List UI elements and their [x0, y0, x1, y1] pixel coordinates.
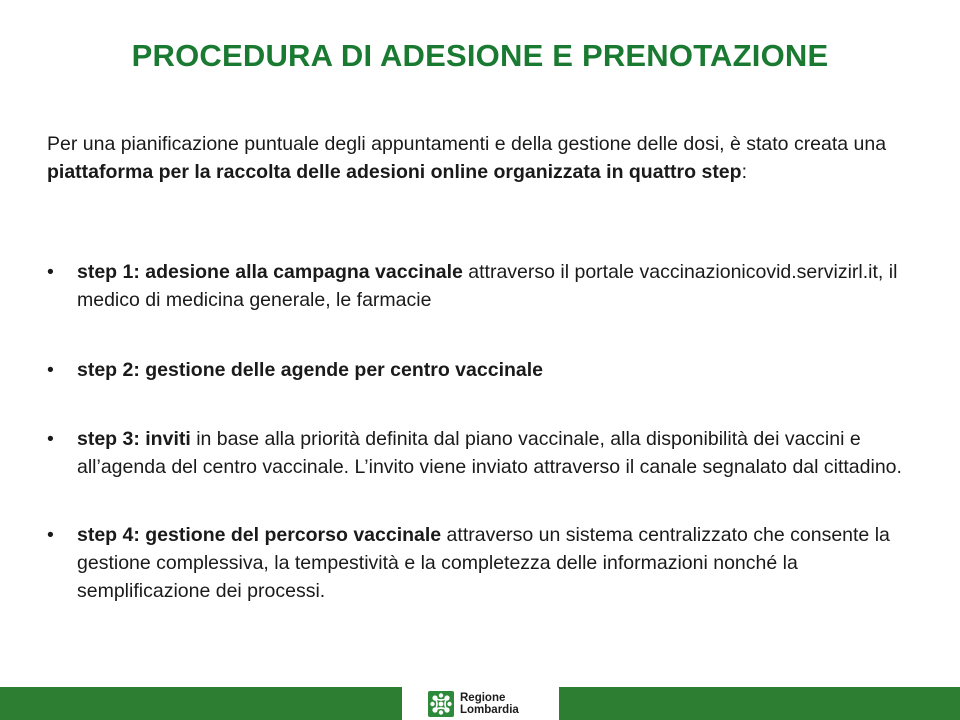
logo-line-2: Lombardia — [460, 703, 519, 716]
step-3-heading: step 3: inviti — [77, 428, 191, 450]
slide-title: PROCEDURA DI ADESIONE E PRENOTAZIONE — [131, 38, 829, 73]
intro-text-end: : — [741, 161, 747, 183]
step-1-text: attraverso il portale vaccinazionicovid.servizirl.it, il medico di medicina generale, le farmacie — [77, 261, 898, 311]
bullet-icon: • — [47, 428, 54, 450]
bullet-icon: • — [47, 261, 54, 283]
step-2-heading: step 2: gestione delle agende per centro vaccinale — [77, 359, 544, 381]
step-3-text: in base alla priorità definita dal piano vaccinale, alla disponibilità dei vaccini e all’agenda del centro vaccinale. L’invito viene inviato attraverso il canale segnalato dal cittadino. — [77, 428, 902, 478]
logo-line-1: Regione — [460, 691, 506, 704]
intro-text: Per una pianificazione puntuale degli appuntamenti e della gestione delle dosi, è stato creata una — [47, 133, 887, 155]
steps-list — [47, 258, 917, 605]
footer — [0, 687, 960, 720]
list-item-step-1 — [47, 258, 917, 314]
list-item-step-3 — [47, 425, 917, 481]
regione-lombardia-rosa-camuna-icon — [428, 691, 454, 717]
regione-lombardia-logo — [428, 687, 519, 720]
intro-paragraph — [47, 130, 917, 186]
step-4-text: attraverso un sistema centralizzato che consente la gestione complessiva, la tempestività e la completezza delle informazioni nonché la semplificazione dei processi. — [77, 524, 890, 602]
footer-bar-right — [559, 687, 960, 720]
bullet-icon: • — [47, 524, 54, 546]
logo-text — [460, 692, 519, 716]
step-1-heading: step 1: adesione alla campagna vaccinale — [77, 261, 463, 283]
step-4-heading: step 4: gestione del percorso vaccinale — [77, 524, 442, 546]
bullet-icon: • — [47, 359, 54, 381]
footer-bar-left — [0, 687, 402, 720]
list-item-step-4 — [47, 521, 917, 605]
list-item-step-2 — [47, 356, 917, 384]
intro-bold-text: piattaforma per la raccolta delle adesioni online organizzata in quattro step — [47, 161, 742, 183]
